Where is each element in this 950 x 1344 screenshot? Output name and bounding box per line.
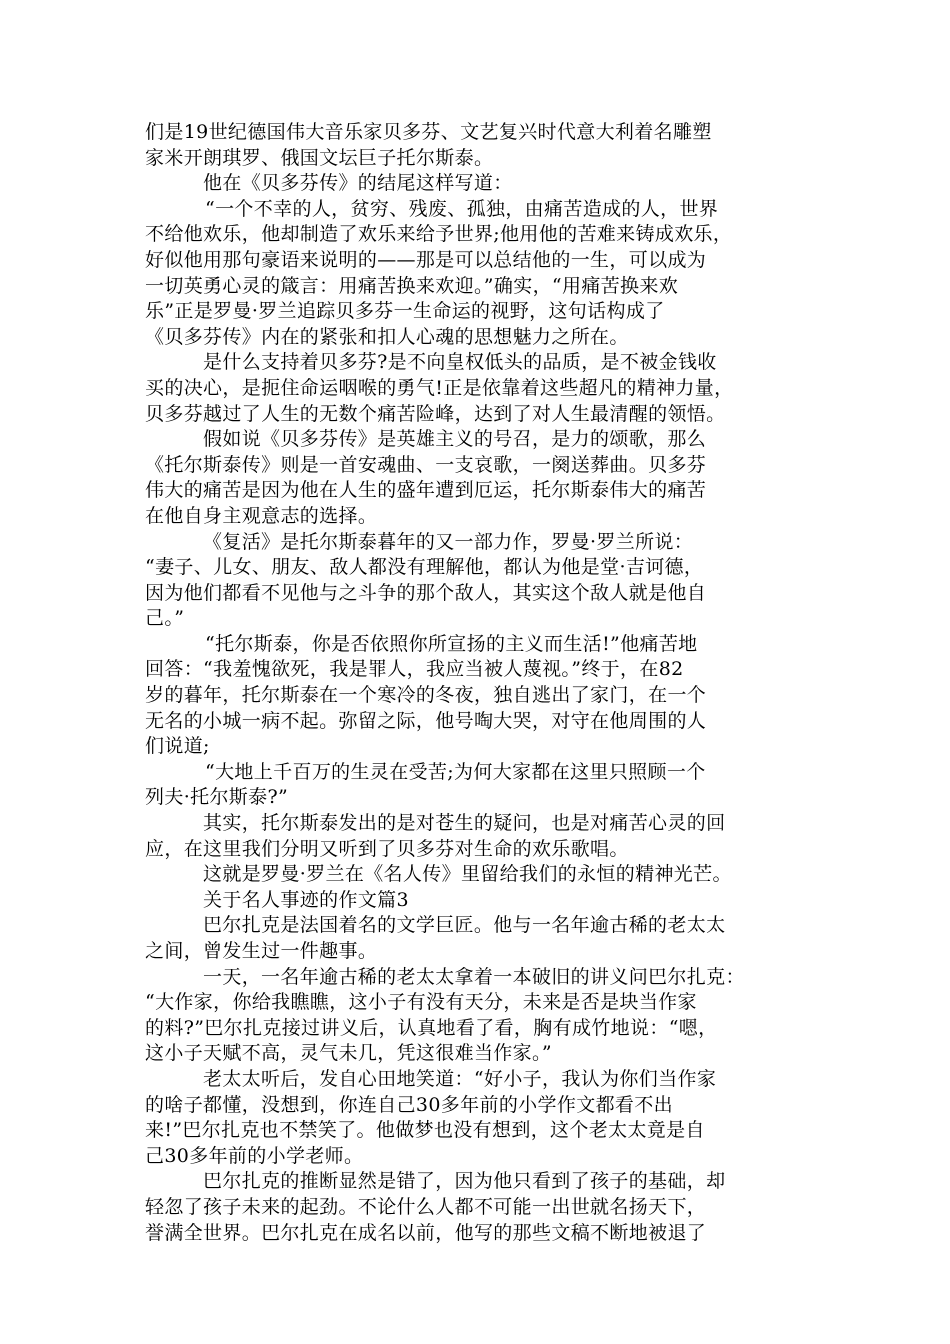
text-line: 己。” (145, 607, 185, 630)
text-line: 之间，曾发生过一件趣事。 (145, 940, 378, 962)
text-line: “大地上千百万的生灵在受苦;为何大家都在这里只照顾一个 (205, 760, 706, 783)
text-line: 老太太听后，发自心田地笑道：“好小子，我认为你们当作家 (203, 1067, 717, 1090)
text-line: 关于名人事迹的作文篇3 (203, 888, 409, 911)
text-line: 贝多芬越过了人生的无数个痛苦险峰，达到了对人生最清醒的领悟。 (145, 402, 726, 425)
text-line: 应，在这里我们分明又听到了贝多芬对生命的欢乐歌唱。 (145, 837, 629, 860)
paragraph (145, 888, 810, 914)
text-line: 誉满全世界。巴尔扎克在成名以前，他写的那些文稿不断地被退了 (145, 1221, 707, 1244)
text-line: 列夫·托尔斯泰?” (145, 786, 289, 809)
text-line: 回答：“我羞愧欲死，我是罪人，我应当被人蔑视。”终于，在82 (145, 658, 684, 681)
paragraph (145, 632, 810, 760)
text-line: 《贝多芬传》内在的紧张和扣人心魂的思想魅力之所在。 (145, 325, 629, 348)
paragraph (145, 913, 810, 964)
text-line: 巴尔扎克的推断显然是错了，因为他只看到了孩子的基础，却 (203, 1170, 726, 1193)
text-line: 己30多年前的小学老师。 (145, 1144, 364, 1167)
text-line: 们说道; (145, 735, 210, 758)
text-line: 家米开朗琪罗、俄国文坛巨子托尔斯泰。 (145, 146, 494, 169)
text-line: “托尔斯泰，你是否依照你所宣扬的主义而生活!”他痛苦地 (205, 632, 698, 655)
paragraph (145, 760, 810, 811)
text-line: 这就是罗曼·罗兰在《名人传》里留给我们的永恒的精神光芒。 (203, 863, 732, 886)
paragraph (145, 811, 810, 862)
paragraph (145, 1169, 810, 1246)
text-line: “一个不幸的人，贫穷、残废、孤独，由痛苦造成的人，世界 (205, 197, 719, 220)
text-line: 《复活》是托尔斯泰暮年的又一部力作，罗曼·罗兰所说： (203, 530, 694, 553)
text-line: 来!”巴尔扎克也不禁笑了。他做梦也没有想到，这个老太太竟是自 (145, 1119, 705, 1142)
text-line: 《托尔斯泰传》则是一首安魂曲、一支哀歌，一阕送葬曲。贝多芬 (145, 453, 707, 476)
paragraph (145, 350, 810, 427)
text-line: 一天，一名年逾古稀的老太太拿着一本破旧的讲义问巴尔扎克： (203, 965, 745, 988)
text-line: 伟大的痛苦是因为他在人生的盛年遭到厄运，托尔斯泰伟大的痛苦 (145, 479, 707, 502)
paragraph (145, 197, 810, 351)
text-line: 假如说《贝多芬传》是英雄主义的号召，是力的颂歌，那么 (203, 428, 707, 451)
paragraph (145, 120, 810, 171)
text-line: 是什么支持着贝多芬?是不向皇权低头的品质，是不被金钱收 (203, 351, 717, 374)
text-line: 乐”正是罗曼·罗兰追踪贝多芬一生命运的视野，这句话构成了 (145, 300, 665, 323)
text-line: 这小子天赋不高，灵气未几，凭这很难当作家。” (145, 1042, 552, 1065)
text-line: 好似他用那句豪语来说明的——那是可以总结他的一生，可以成为 (145, 248, 707, 271)
text-line: 的啥子都懂，没想到，你连自己30多年前的小学作文都看不出 (145, 1093, 673, 1116)
text-line: 无名的小城一病不起。弥留之际，他号啕大哭，对守在他周围的人 (145, 709, 707, 732)
paragraph (145, 862, 810, 888)
body-text (145, 120, 810, 1246)
paragraph (145, 1067, 810, 1169)
text-line: 一切英勇心灵的箴言：用痛苦换来欢迎。”确实，“用痛苦换来欢 (145, 274, 679, 297)
text-line: 他在《贝多芬传》的结尾这样写道： (203, 172, 513, 195)
text-line: 买的决心，是扼住命运咽喉的勇气!正是依靠着这些超凡的精神力量， (145, 376, 734, 399)
text-line: 不给他欢乐，他却制造了欢乐来给予世界;他用他的苦难来铸成欢乐， (145, 223, 733, 246)
paragraph (145, 965, 810, 1067)
text-line: 在他自身主观意志的选择。 (145, 504, 378, 527)
text-line: 因为他们都看不见他与之斗争的那个敌人，其实这个敌人就是他自 (145, 581, 707, 604)
text-line: 其实，托尔斯泰发出的是对苍生的疑问，也是对痛苦心灵的回 (203, 812, 726, 835)
text-line: “妻子、儿女、朋友、敌人都没有理解他，都认为他是堂·吉诃德， (145, 556, 704, 579)
text-line: 巴尔扎克是法国着名的文学巨匠。他与一名年逾古稀的老太太 (203, 914, 726, 937)
paragraph (145, 530, 810, 632)
text-line: 们是19世纪德国伟大音乐家贝多芬、文艺复兴时代意大利着名雕塑 (145, 121, 712, 143)
text-line: “大作家，你给我瞧瞧，这小子有没有天分，未来是否是块当作家 (145, 991, 697, 1014)
paragraph (145, 171, 810, 197)
text-line: 岁的暮年，托尔斯泰在一个寒冷的冬夜，独自逃出了家门，在一个 (145, 684, 707, 707)
text-line: 轻忽了孩子未来的起劲。不论什么人都不可能一出世就名扬天下， (145, 1195, 707, 1218)
paragraph (145, 427, 810, 529)
text-line: 的料?”巴尔扎克接过讲义后，认真地看了看，胸有成竹地说：“嗯， (145, 1016, 718, 1039)
